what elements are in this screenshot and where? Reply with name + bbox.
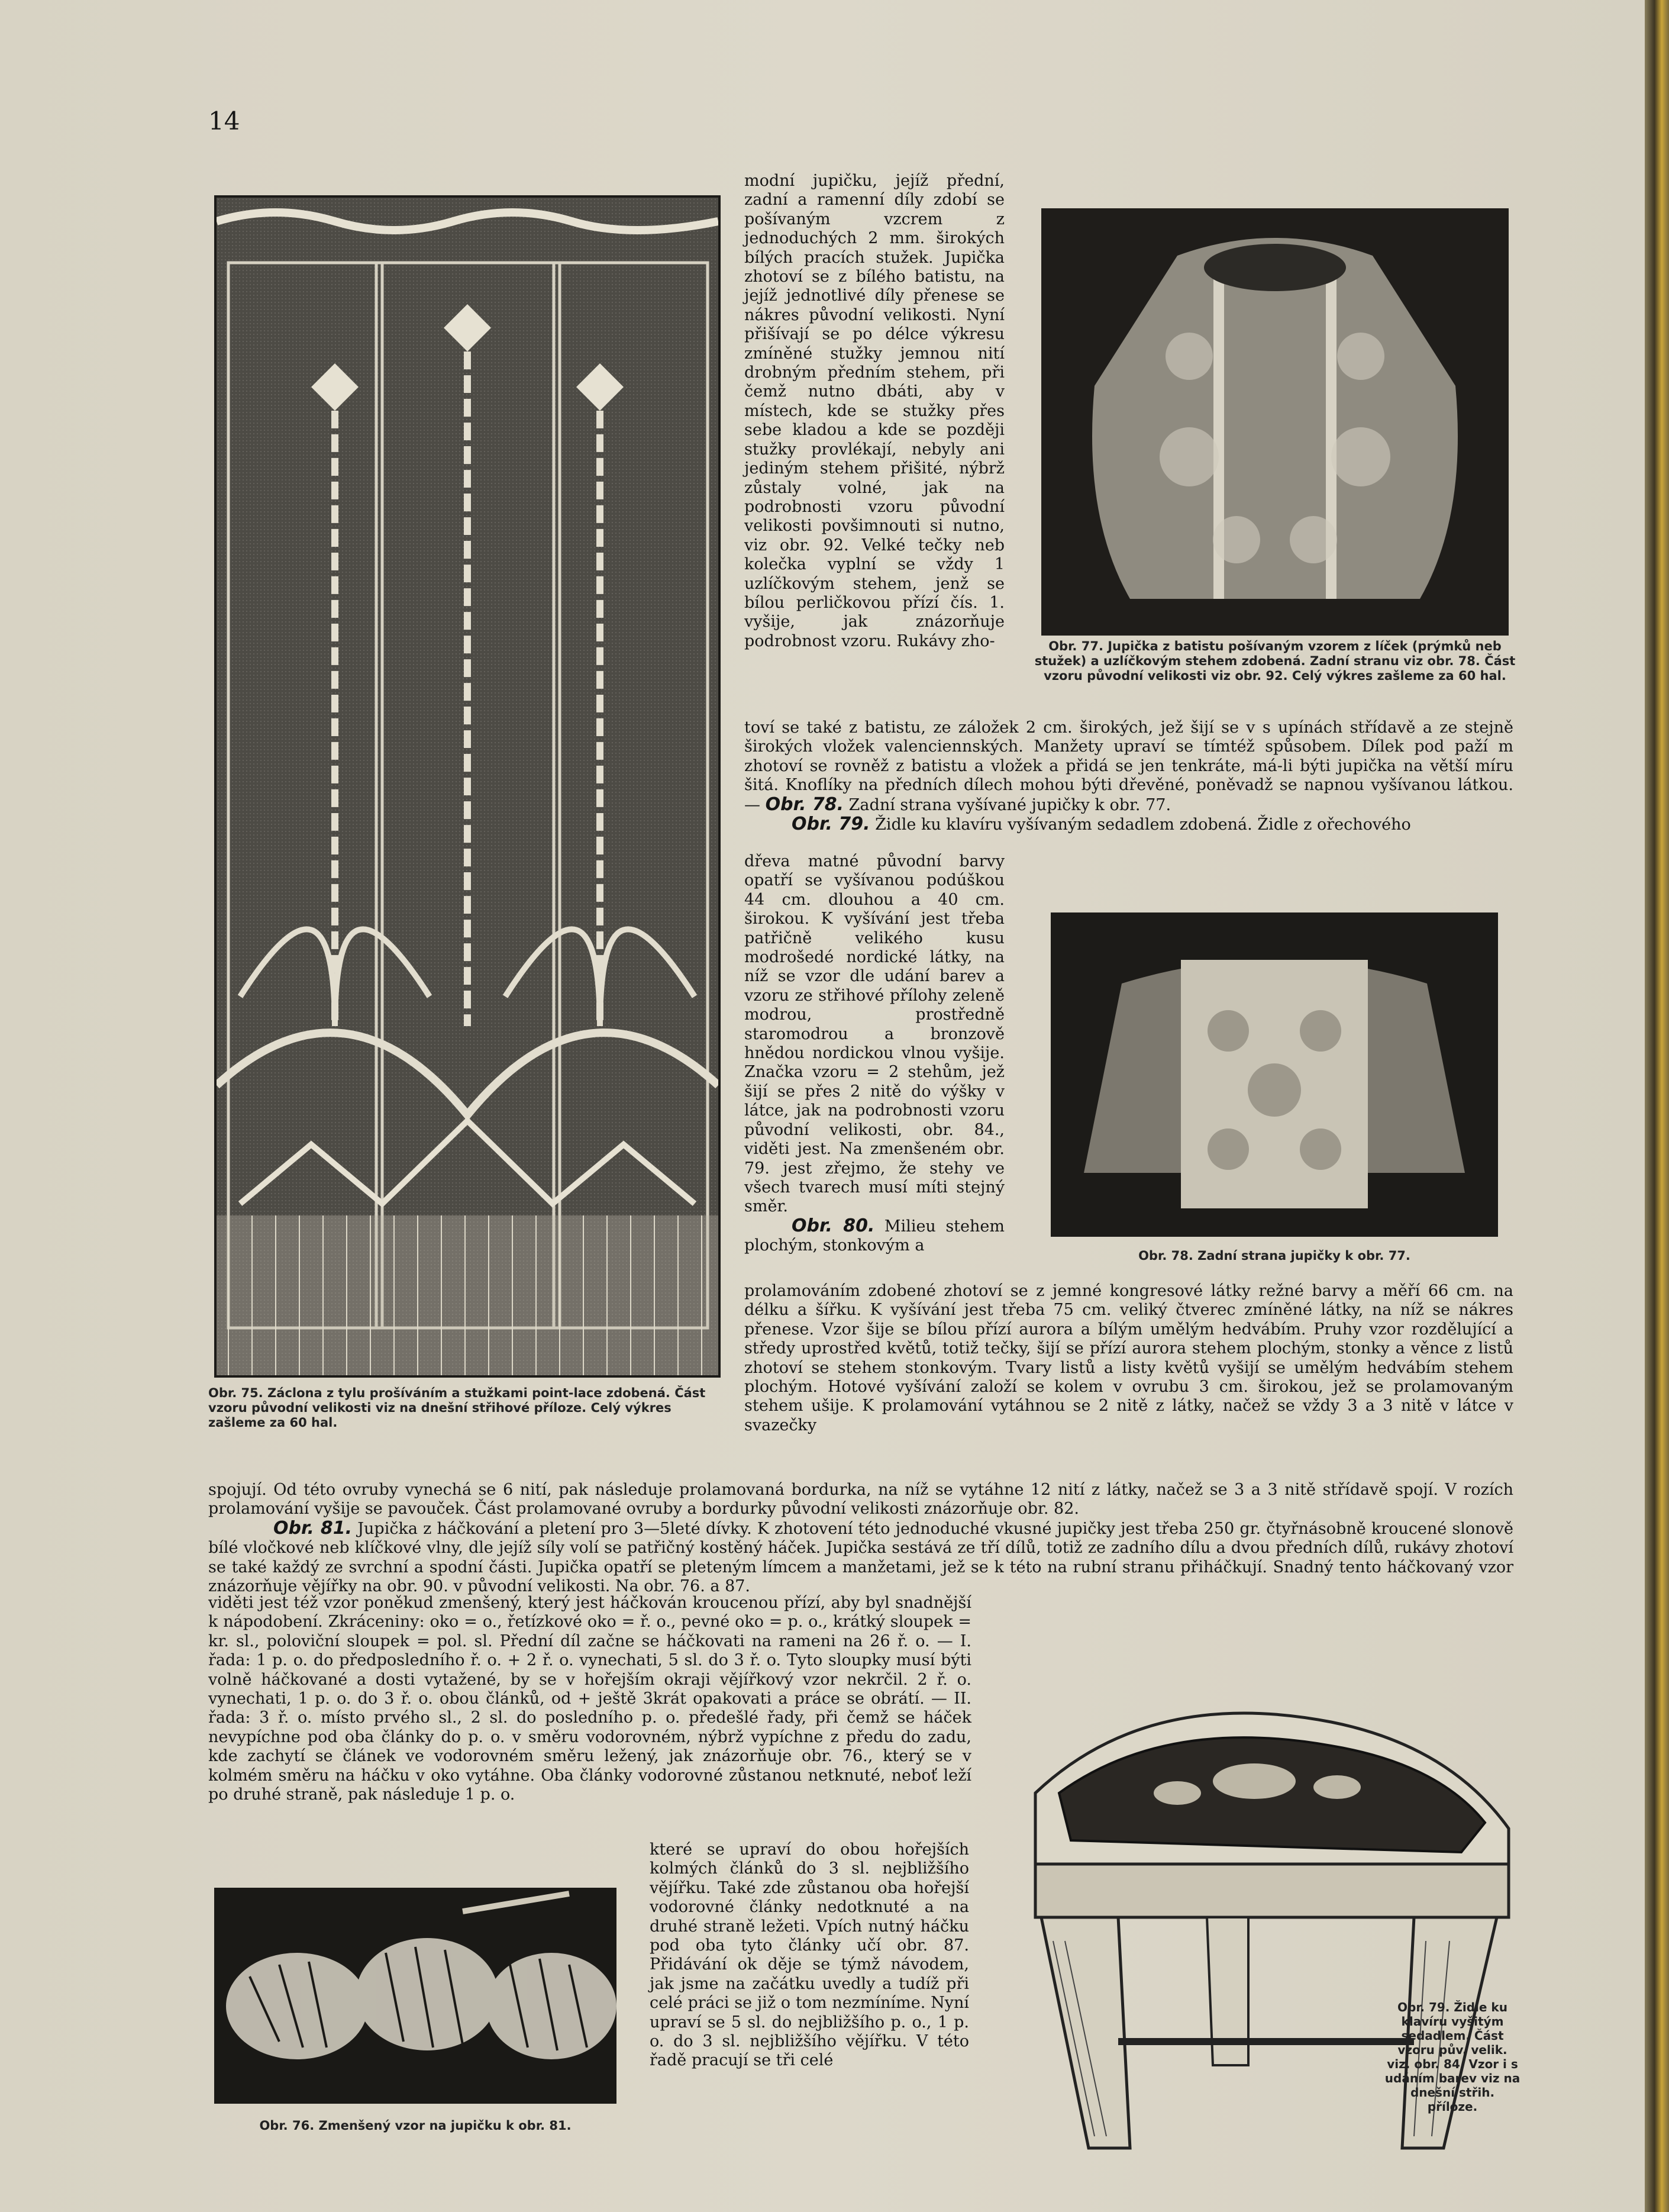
text-block-wide-1 bbox=[744, 718, 1513, 834]
page-number: 14 bbox=[208, 107, 240, 136]
figure-75-curtain bbox=[214, 195, 721, 1378]
figure-79-caption: Obr. 79. Židle ku klavíru vyšitým sedadlem. Část vzoru pův. velik. viz. obr. 84. Vzor i s udáním barev viz na dnešní střih. příloze. bbox=[1384, 2000, 1520, 2114]
page-edge bbox=[1645, 0, 1669, 2212]
text-column-mid bbox=[744, 852, 1005, 1256]
figure-77-photo bbox=[1041, 208, 1509, 636]
paragraph-zidle: dřeva matné původní barvy opatří se vyšívanou podúškou 44 cm. dlouhou a 40 cm. širokou. K vyšívání jest třeba patřičně velikého kusu modrošedé nordické látky, na níž se vzor dle udání barev a vzoru ze střihové přílohy zeleně modrou, prostředně staromodrou a bronzově hnědou nordickou vlnou vyšije. Značka vzoru = 2 stehům, jež šijí se přes 2 nitě do výšky v látce, jak na podrobnosti vzoru původní velikosti, obr. 84., viděti jest. Na zmenšeném obr. 79. jest zřejmo, že stehy ve všech tvarech musí míti stejný směr. bbox=[744, 852, 1005, 1216]
paragraph-jupicka-intro: modní jupičku, jejíž přední, zadní a ramenní díly zdobí se pošívaným vzcrem z jednoduchých 2 mm. širokých bílých pracích stužek. Jupička zhotoví se z bílého batistu, na jejíž jednotlivé díly přenese se nákres původní velikosti. Nyní přišívají se po délce výkresu zmíněné stužky jemnou nití drobným předním stehem, při čemž nutno dbáti, aby v místech, kde se stužky přes sebe kladou a kde se později stužky provlékají, nebyly ani jediným stehem přišité, nýbrž zůstaly volné, jak na podrobnosti vzoru původní velikosti povšimnouti si nutno, viz obr. 92. Velké tečky neb kolečka vyplní se vždy 1 uzlíčkovým stehem, jenž se bílou perličkovou přízí čís. 1. vyšije, jak znázorňuje podrobnost vzoru. Rukávy zho- bbox=[744, 172, 1005, 650]
figure-78-photo bbox=[1051, 912, 1498, 1237]
paragraph-rukavy bbox=[744, 718, 1513, 815]
paragraph-obr81 bbox=[208, 1519, 1513, 1597]
obr-79-text: Židle ku klavíru vyšívaným sedadlem zdobená. Židle z ořechového bbox=[875, 815, 1411, 834]
obr-79-ref: Obr. 79. bbox=[792, 814, 870, 835]
jacket-front-graphic bbox=[1041, 208, 1509, 636]
figure-78-caption: Obr. 78. Zadní strana jupičky k obr. 77. bbox=[1138, 1249, 1410, 1263]
figure-76-crochet bbox=[214, 1888, 616, 2104]
figure-75-caption: Obr. 75. Záclona z tylu prošíváním a stužkami point-lace zdobená. Část vzoru původní velikosti viz na dnešní střihové příloze. Celý výkres zašleme za 60 hal. bbox=[208, 1386, 706, 1430]
figure-77-caption: Obr. 77. Jupička z batistu pošívaným vzorem z líček (prýmků neb stužek) a uzlíčkovým stehem zdobená. Zadní stranu viz obr. 78. Část vzoru původní velikosti viz obr. 92. Celý výkres zašleme za 60 hal. bbox=[1034, 639, 1516, 683]
paragraph-ovruba: spojují. Od této ovruby vynechá se 6 nití, pak následuje prolamovaná bordurka, na níž se vytáhne 12 nití z látky, načež se 3 a 3 nitě střídavě spojí. V rozích prolamování vyšije se pavouček. Část prolamované ovruby a bordurky původní velikosti znázorňuje obr. 82. bbox=[208, 1481, 1513, 1518]
text-column-small bbox=[650, 1840, 969, 2071]
obr-80-text: Milieu stehem plochým, stonkovým a bbox=[744, 1217, 1005, 1255]
rukavy-text: toví se také z batistu, ze záložek 2 cm. širokých, jež šijí se v s upínách střídavě a ze stejně širokých vložek valenciennských. Manžety upraví se tímtéž spůsobem. Dílek pod paží m zhotoví se rovněž z batistu a vložek a přidá se jen tenkráte, má-li býti jupička na větší míru šitá. Knoflíky na předních dílech mohou býti dřevěné, poněvadž se napnou vyšívanou látkou. — bbox=[744, 718, 1513, 814]
obr-80-ref: Obr. 80. bbox=[792, 1215, 875, 1236]
text-block-wide-3 bbox=[744, 1282, 1513, 1435]
paragraph-milieu: prolamováním zdobené zhotoví se z jemné kongresové látky režné barvy a měří 66 cm. na délku a šířku. K vyšívání jest třeba 75 cm. veliký čtverec zmíněné látky, na níž se nákres přenese. Vzor šije se bílou přízí aurora a bílým umělým hedvábím. Pruhy vzor rozdělující a středy uprostřed květů, totiž tečky, šijí se přízí aurora stehem plochým, stonky a věnce z listů zhotoví se stehem stonkovým. Tvary listů a listy květů vyšijí se umělým hedvábím stehem plochým. Hotové vyšívání založí se kolem v ovrubu 3 cm. širokou, jež se prolamovaným stehem ušije. K prolamování vytáhnou se 2 nitě z látky, načež se vždy 3 a 3 nitě v látce v svazečky bbox=[744, 1282, 1513, 1434]
paragraph-obr80 bbox=[744, 1217, 1005, 1256]
paragraph-vejirky: které se upraví do obou hořejších kolmých článků do 3 sl. nejbližšího vějířku. Také zde zůstanou oba hořejší vodorovné články nedotknuté a na druhé straně ležeti. Vpích nutný háčku pod oba tyto články učí obr. 87. Přidávání ok děje se týmž návodem, jak jsme na začátku uvedly a tudíž při celé práci se již o tom nezmíníme. Nyní upraví se 5 sl. do nejbližšího p. o., 1 p. o. do 3 sl. nejbližšího vějířku. V této řadě pracují se tři celé bbox=[650, 1840, 969, 2070]
text-column-left-bottom bbox=[208, 1594, 971, 1804]
paragraph-obr79-intro bbox=[744, 815, 1513, 834]
crochet-pattern-graphic bbox=[214, 1888, 616, 2104]
text-column-right-top bbox=[744, 172, 1005, 651]
text-block-full bbox=[208, 1481, 1513, 1596]
jacket-back-graphic bbox=[1051, 912, 1498, 1237]
paragraph-hackovani: viděti jest též vzor poněkud zmenšený, který jest háčkován kroucenou přízí, aby byl snadnější k nápodobení. Zkráceniny: oko = o., řetízkové oko = ř. o., pevné oko = p. o., krátký sloupek = kr. sl., poloviční sloupek = pol. sl. Přední díl začne se háčkovati na rameni na 26 ř. o. — I. řada: 1 p. o. do předposledního ř. o. + 2 ř. o. vynechati, 5 sl. do 3 ř. o. Tyto sloupky musí býti volně háčkované a dosti vytažené, by se v hořejším okraji vějířkový vzor nekrčil. 2 ř. o. vynechati, 1 p. o. do 3 ř. o. obou článků, od + ještě 3krát opakovati a práce se obrátí. — II. řada: 3 ř. o. místo prvého sl., 2 sl. do posledního p. o. předešlé řady, při čemž se háček nevypíchne pod oba články do p. o. v směru vodorovném, nýbrž vypíchne z předu do zadu, kde zachytí se článek ve vodorovném směru ležený, jak znázorňuje obr. 76., který se v kolmém směru na háčku v oko vytáhne. Oba články vodorovné zůstanou netknuté, neboť leží po druhé straně, pak následuje 1 p. o. bbox=[208, 1594, 971, 1804]
obr-81-ref: Obr. 81. bbox=[273, 1517, 353, 1539]
figure-76-caption: Obr. 76. Zmenšený vzor na jupičku k obr. 81. bbox=[259, 2119, 572, 2133]
obr-78-text: Zadní strana vyšívané jupičky k obr. 77. bbox=[848, 795, 1171, 814]
curtain-pattern-graphic bbox=[217, 198, 718, 1375]
obr-81-text: Jupička z háčkování a pletení pro 3—5leté dívky. K zhotovení této jednoduché vkusné jupičky jest třeba 250 gr. čtyřnásobně kroucené slonově bílé vločkové neb klíčkové vlny, dle jejíž síly volí se patřičný kostěný háček. Jupička sestává ze tří dílů, totiž ze zadního dílu a dvou předních dílů, rukávy zhotoví se také každý ze svrchní a spodní části. Jupička opatří se pleteným límcem a manžetami, jež se k této na rubní stranu přiháčkují. Snadný tento háčkovaný vzor znázorňuje vějířky na obr. 90. v původní velikosti. Na obr. 76. a 87. bbox=[208, 1519, 1513, 1596]
obr-78-ref: Obr. 78. bbox=[765, 794, 844, 815]
